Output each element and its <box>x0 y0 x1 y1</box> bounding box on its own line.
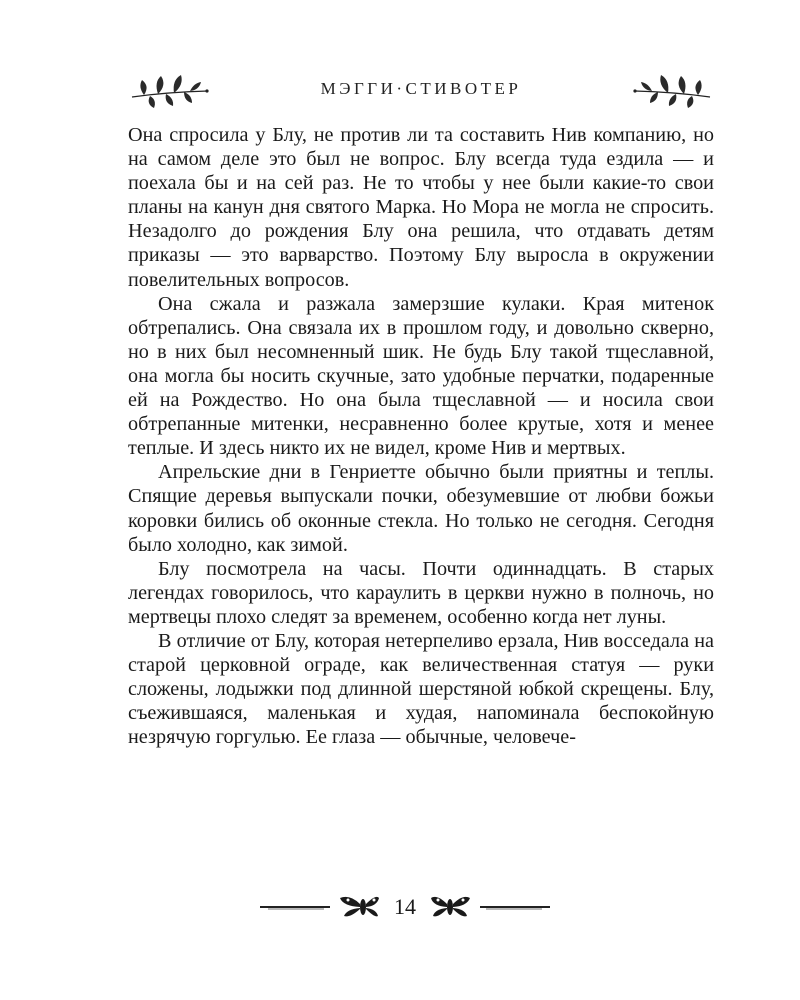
running-header <box>128 70 714 110</box>
paragraph-1: Она спросила у Блу, не против ли та составить Нив компанию, но на самом деле это был не вопрос. Блу всегда туда ездила — и поехала бы и на сей раз. Не то чтобы у нее были какие-то свои планы на канун дня святого Марка. Но Мора не могла не спросить. Незадолго до рождения Блу она решила, что отдавать детям приказы — это варварство. Поэтому Блу выросла в окружении повелительных вопросов. <box>128 124 714 291</box>
running-title-author: МЭГГИ·СТИВОТЕР <box>320 79 522 98</box>
paragraph-4: Блу посмотрела на часы. Почти одиннадцать. В старых легендах говорилось, что караулить в церкви нужно в полночь, но мертвецы плохо следят за временем, особенно когда нет луны. <box>128 557 714 628</box>
paragraph-3: Апрельские дни в Генриетте обычно были приятны и теплы. Спящие деревья выпускали почки, обезумевшие от любви божьи коровки бились об оконные стекла. Но только не сегодня. Сегодня было холодно, как зимой. <box>128 461 714 556</box>
page-number: 14 <box>394 894 416 919</box>
leaf-branch-right-icon <box>632 70 714 110</box>
paragraph-5: В отличие от Блу, которая нетерпеливо ерзала, Нив восседала на старой церковной ограде, как величественная статуя — руки сложены, лодыжки под длинной шерстяной юбкой скрещены. Блу, съежившаяся, маленькая и худая, напоминала беспокойную незрячую горгулью. Ее глаза — обычные, человече- <box>128 629 714 749</box>
page-footer <box>258 892 552 924</box>
moth-ornament-right-icon <box>430 892 552 924</box>
paragraph-2: Она сжала и разжала замерзшие кулаки. Края митенок обтрепались. Она связала их в прошлом году, и довольно скверно, но в них был несомненный шик. Не будь Блу такой тщеславной, она могла бы носить скучные, зато удобные перчатки, подаренные ей на Рождество. Но она была тщеславной — и носила свои обтрепанные митенки, несравненно более крутые, хотя и менее теплые. И здесь никто их не видел, кроме Нив и мертвых. <box>128 292 714 460</box>
page-body-text <box>128 123 714 749</box>
